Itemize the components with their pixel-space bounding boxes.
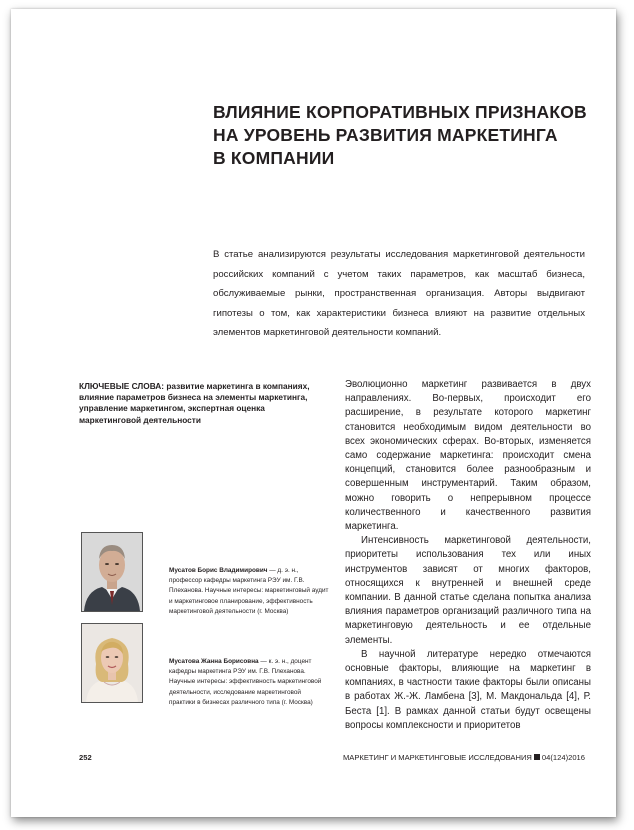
journal-name: МАРКЕТИНГ И МАРКЕТИНГОВЫЕ ИССЛЕДОВАНИЯ <box>342 753 532 762</box>
author-bio: — к. э. н., доцент кафедры маркетинга РЭУ им. Г.В. Плеханова. Научные интересы: эффективность маркетинговой деятельности, исследование маркетинговой практики в бизнесах различного типа (г. Москва) <box>169 658 322 706</box>
page-number: 252 <box>79 753 92 762</box>
author-info-1 <box>169 566 329 617</box>
portrait-man-image <box>82 533 142 611</box>
portrait-woman-image <box>82 624 142 702</box>
journal-page <box>11 9 616 817</box>
keywords-block <box>79 381 323 426</box>
title-line: ВЛИЯНИЕ КОРПОРАТИВНЫХ ПРИЗНАКОВ <box>213 102 587 122</box>
article-abstract: В статье анализируются результаты исследования маркетинговой деятельности российских компаний с учетом таких параметров, как масштаб бизнеса, обслуживаемые рынки, пространственная организация. Авторы выдвигают гипотезы о том, как характеристики бизнеса влияют на развитие отдельных элементов маркетинговой деятельности компаний. <box>213 249 585 339</box>
title-line: В КОМПАНИИ <box>213 148 335 168</box>
author-photo-2 <box>81 623 143 703</box>
author-photo-1 <box>81 532 143 612</box>
author-info-2 <box>169 657 329 708</box>
title-line: НА УРОВЕНЬ РАЗВИТИЯ МАРКЕТИНГА <box>213 125 558 145</box>
author-bio: — д. э. н., профессор кафедры маркетинга РЭУ им. Г.В. Плеханова. Научные интересы: маркетинговый аудит и маркетинговое планирование, эффективность маркетинговой деятельности (г. Москва) <box>169 567 329 615</box>
author-name: Мусатова Жанна Борисовна <box>169 658 259 665</box>
body-paragraph: Эволюционно маркетинг развивается в двух направлениях. Во-первых, происходит его расширение, в результате которого маркетинг становится необходимым видом деятельности во всех экономических сферах. Во-вторых, изменяется само содержание маркетинга: происходит смена концепций, становится более разнообразным и совершенным инструментарий. Таким образом, можно говорить о непрерывном процессе количественного и качественного развития маркетинга. <box>345 379 591 533</box>
body-paragraph: Интенсивность маркетинговой деятельности, приоритеты использования тех или иных инструментов зависят от многих факторов, относящихся к внутренней и внешней среде компании. В данной статье сделана попытка анализа влияния параметров организаций различного типа на маркетинговую деятельность и ее отдельные элементы. <box>345 535 591 646</box>
article-body <box>345 378 591 733</box>
keywords-text: развитие маркетинга в компаниях, влияние параметров бизнеса на элементы маркетинга, управление маркетингом, экспертная оценка маркетинговой деятельности <box>79 381 310 425</box>
author-name: Мусатов Борис Владимирович <box>169 567 268 574</box>
body-paragraph: В научной литературе нередко отмечаются основные факторы, влияющие на маркетинг в компаниях, в частности такие факторы были описаны в работах Ж.-Ж. Ламбена [3], М. Макдональда [4], Р. Беста [1]. В рамках данной статьи будут освещены вопросы комплексности и приоритетов <box>345 648 591 731</box>
journal-footer <box>343 753 585 763</box>
keywords-label: КЛЮЧЕВЫЕ СЛОВА: <box>79 381 165 391</box>
journal-issue: 04(124)2016 <box>541 753 585 762</box>
square-separator-icon <box>534 754 540 760</box>
article-title <box>213 101 587 170</box>
